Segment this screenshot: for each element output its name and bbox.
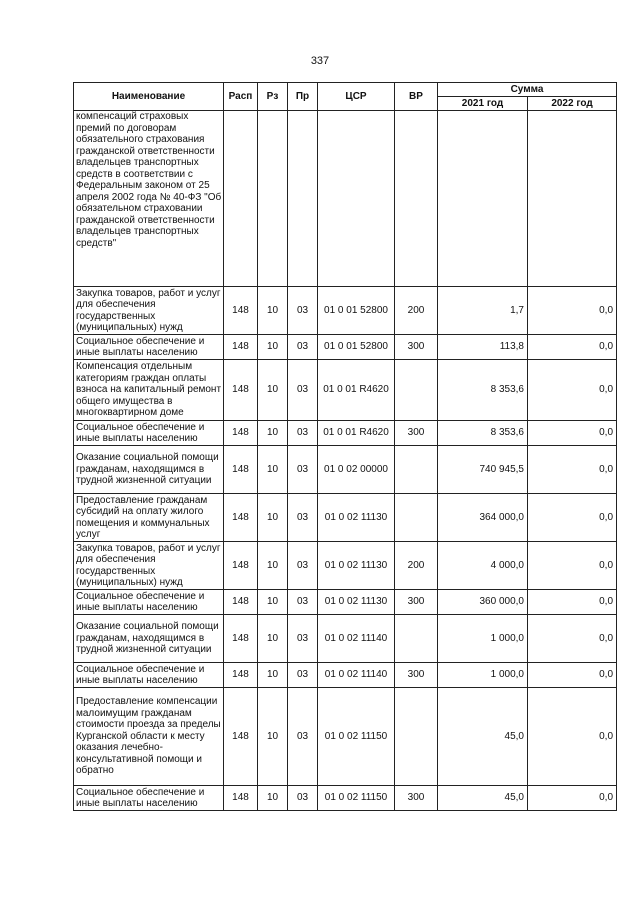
cell-csr: 01 0 02 11130 [318,494,395,542]
cell-2022 [528,111,617,287]
cell-2021: 8 353,6 [438,421,528,446]
cell-rz: 10 [258,494,288,542]
cell-name: Закупка товаров, работ и услуг для обеспечения государственных (муниципальных) нужд [74,287,224,335]
header-year-2022: 2022 год [528,97,617,111]
header-csr: ЦСР [318,83,395,111]
cell-vr [395,446,438,494]
cell-name: Компенсация отдельным категориям граждан оплаты взноса на капитальный ремонт общего имущества в многоквартирном доме [74,360,224,421]
cell-pr: 03 [288,615,318,663]
cell-vr [395,360,438,421]
cell-rasp: 148 [224,287,258,335]
table-row [74,494,617,542]
cell-vr: 200 [395,287,438,335]
table-row [74,111,617,287]
cell-2022: 0,0 [528,494,617,542]
cell-name: Оказание социальной помощи гражданам, находящимся в трудной жизненной ситуации [74,446,224,494]
cell-2021: 8 353,6 [438,360,528,421]
table-body [74,111,617,811]
cell-vr: 300 [395,421,438,446]
cell-csr: 01 0 02 11150 [318,786,395,811]
cell-name: Предоставление гражданам субсидий на оплату жилого помещения и коммунальных услуг [74,494,224,542]
cell-rasp: 148 [224,663,258,688]
cell-rz: 10 [258,542,288,590]
cell-pr: 03 [288,446,318,494]
cell-csr: 01 0 01 52800 [318,335,395,360]
table-row [74,360,617,421]
cell-2022: 0,0 [528,590,617,615]
cell-2022: 0,0 [528,446,617,494]
cell-vr [395,615,438,663]
header-rasp: Расп [224,83,258,111]
cell-csr: 01 0 01 R4620 [318,421,395,446]
cell-2022: 0,0 [528,287,617,335]
cell-pr: 03 [288,335,318,360]
cell-rasp: 148 [224,446,258,494]
table-row [74,663,617,688]
cell-csr: 01 0 02 11140 [318,663,395,688]
cell-name: Закупка товаров, работ и услуг для обеспечения государственных (муниципальных) нужд [74,542,224,590]
cell-pr: 03 [288,287,318,335]
cell-2021: 740 945,5 [438,446,528,494]
cell-name: Социальное обеспечение и иные выплаты населению [74,421,224,446]
cell-2022: 0,0 [528,688,617,786]
table-header [74,83,617,111]
cell-csr [318,111,395,287]
cell-csr: 01 0 01 52800 [318,287,395,335]
cell-name: Социальное обеспечение и иные выплаты населению [74,590,224,615]
cell-2021: 45,0 [438,786,528,811]
header-year-2021: 2021 год [438,97,528,111]
cell-csr: 01 0 01 R4620 [318,360,395,421]
cell-pr: 03 [288,786,318,811]
cell-rasp: 148 [224,542,258,590]
cell-pr: 03 [288,590,318,615]
cell-rz: 10 [258,590,288,615]
cell-rasp: 148 [224,590,258,615]
header-sum: Сумма [438,83,617,97]
cell-rz: 10 [258,663,288,688]
header-pr: Пр [288,83,318,111]
page-number: 337 [310,55,330,67]
cell-2021: 1 000,0 [438,663,528,688]
cell-2022: 0,0 [528,786,617,811]
cell-rz: 10 [258,360,288,421]
cell-rz: 10 [258,335,288,360]
cell-name: Предоставление компенсации малоимущим гражданам стоимости проезда за пределы Курганской области к месту оказания лечебно-консультативной помощи и обратно [74,688,224,786]
cell-name: Оказание социальной помощи гражданам, находящимся в трудной жизненной ситуации [74,615,224,663]
table-row [74,590,617,615]
cell-2022: 0,0 [528,335,617,360]
cell-rz [258,111,288,287]
cell-rasp: 148 [224,786,258,811]
cell-2021: 4 000,0 [438,542,528,590]
header-rz: Рз [258,83,288,111]
cell-rz: 10 [258,446,288,494]
cell-rasp: 148 [224,494,258,542]
cell-2021: 45,0 [438,688,528,786]
table-row [74,287,617,335]
cell-rasp: 148 [224,360,258,421]
header-vr: ВР [395,83,438,111]
cell-vr: 300 [395,663,438,688]
cell-vr [395,688,438,786]
cell-pr: 03 [288,360,318,421]
cell-rasp [224,111,258,287]
cell-csr: 01 0 02 11130 [318,542,395,590]
budget-table [73,82,617,811]
cell-rz: 10 [258,287,288,335]
table-row [74,688,617,786]
cell-rasp: 148 [224,615,258,663]
table-row [74,542,617,590]
cell-csr: 01 0 02 11150 [318,688,395,786]
cell-pr: 03 [288,663,318,688]
cell-csr: 01 0 02 11140 [318,615,395,663]
cell-2021: 360 000,0 [438,590,528,615]
cell-pr: 03 [288,542,318,590]
cell-2021: 1 000,0 [438,615,528,663]
cell-vr: 200 [395,542,438,590]
cell-2021 [438,111,528,287]
cell-vr: 300 [395,786,438,811]
table-row [74,615,617,663]
cell-2022: 0,0 [528,663,617,688]
cell-vr: 300 [395,590,438,615]
cell-rz: 10 [258,688,288,786]
cell-2022: 0,0 [528,542,617,590]
table-row [74,446,617,494]
header-name: Наименование [74,83,224,111]
cell-2021: 113,8 [438,335,528,360]
cell-rasp: 148 [224,688,258,786]
cell-2021: 1,7 [438,287,528,335]
cell-rasp: 148 [224,335,258,360]
cell-name: Социальное обеспечение и иные выплаты населению [74,663,224,688]
cell-2022: 0,0 [528,615,617,663]
cell-csr: 01 0 02 00000 [318,446,395,494]
cell-pr: 03 [288,688,318,786]
cell-name: Социальное обеспечение и иные выплаты населению [74,335,224,360]
cell-vr [395,111,438,287]
cell-2022: 0,0 [528,421,617,446]
cell-pr [288,111,318,287]
cell-vr [395,494,438,542]
cell-pr: 03 [288,421,318,446]
cell-rz: 10 [258,615,288,663]
cell-csr: 01 0 02 11130 [318,590,395,615]
cell-rasp: 148 [224,421,258,446]
table-row [74,421,617,446]
cell-name: компенсаций страховых премий по договорам обязательного страхования гражданской ответственности владельцев транспортных средств в соответствии с Федеральным законом от 25 апреля 2002 года № 40-ФЗ "Об обязательном страховании гражданской ответственности владельцев транспортных средств" [74,111,224,287]
cell-name: Социальное обеспечение и иные выплаты населению [74,786,224,811]
table-row [74,786,617,811]
cell-rz: 10 [258,421,288,446]
table-row [74,335,617,360]
cell-pr: 03 [288,494,318,542]
cell-2021: 364 000,0 [438,494,528,542]
cell-rz: 10 [258,786,288,811]
cell-2022: 0,0 [528,360,617,421]
cell-vr: 300 [395,335,438,360]
